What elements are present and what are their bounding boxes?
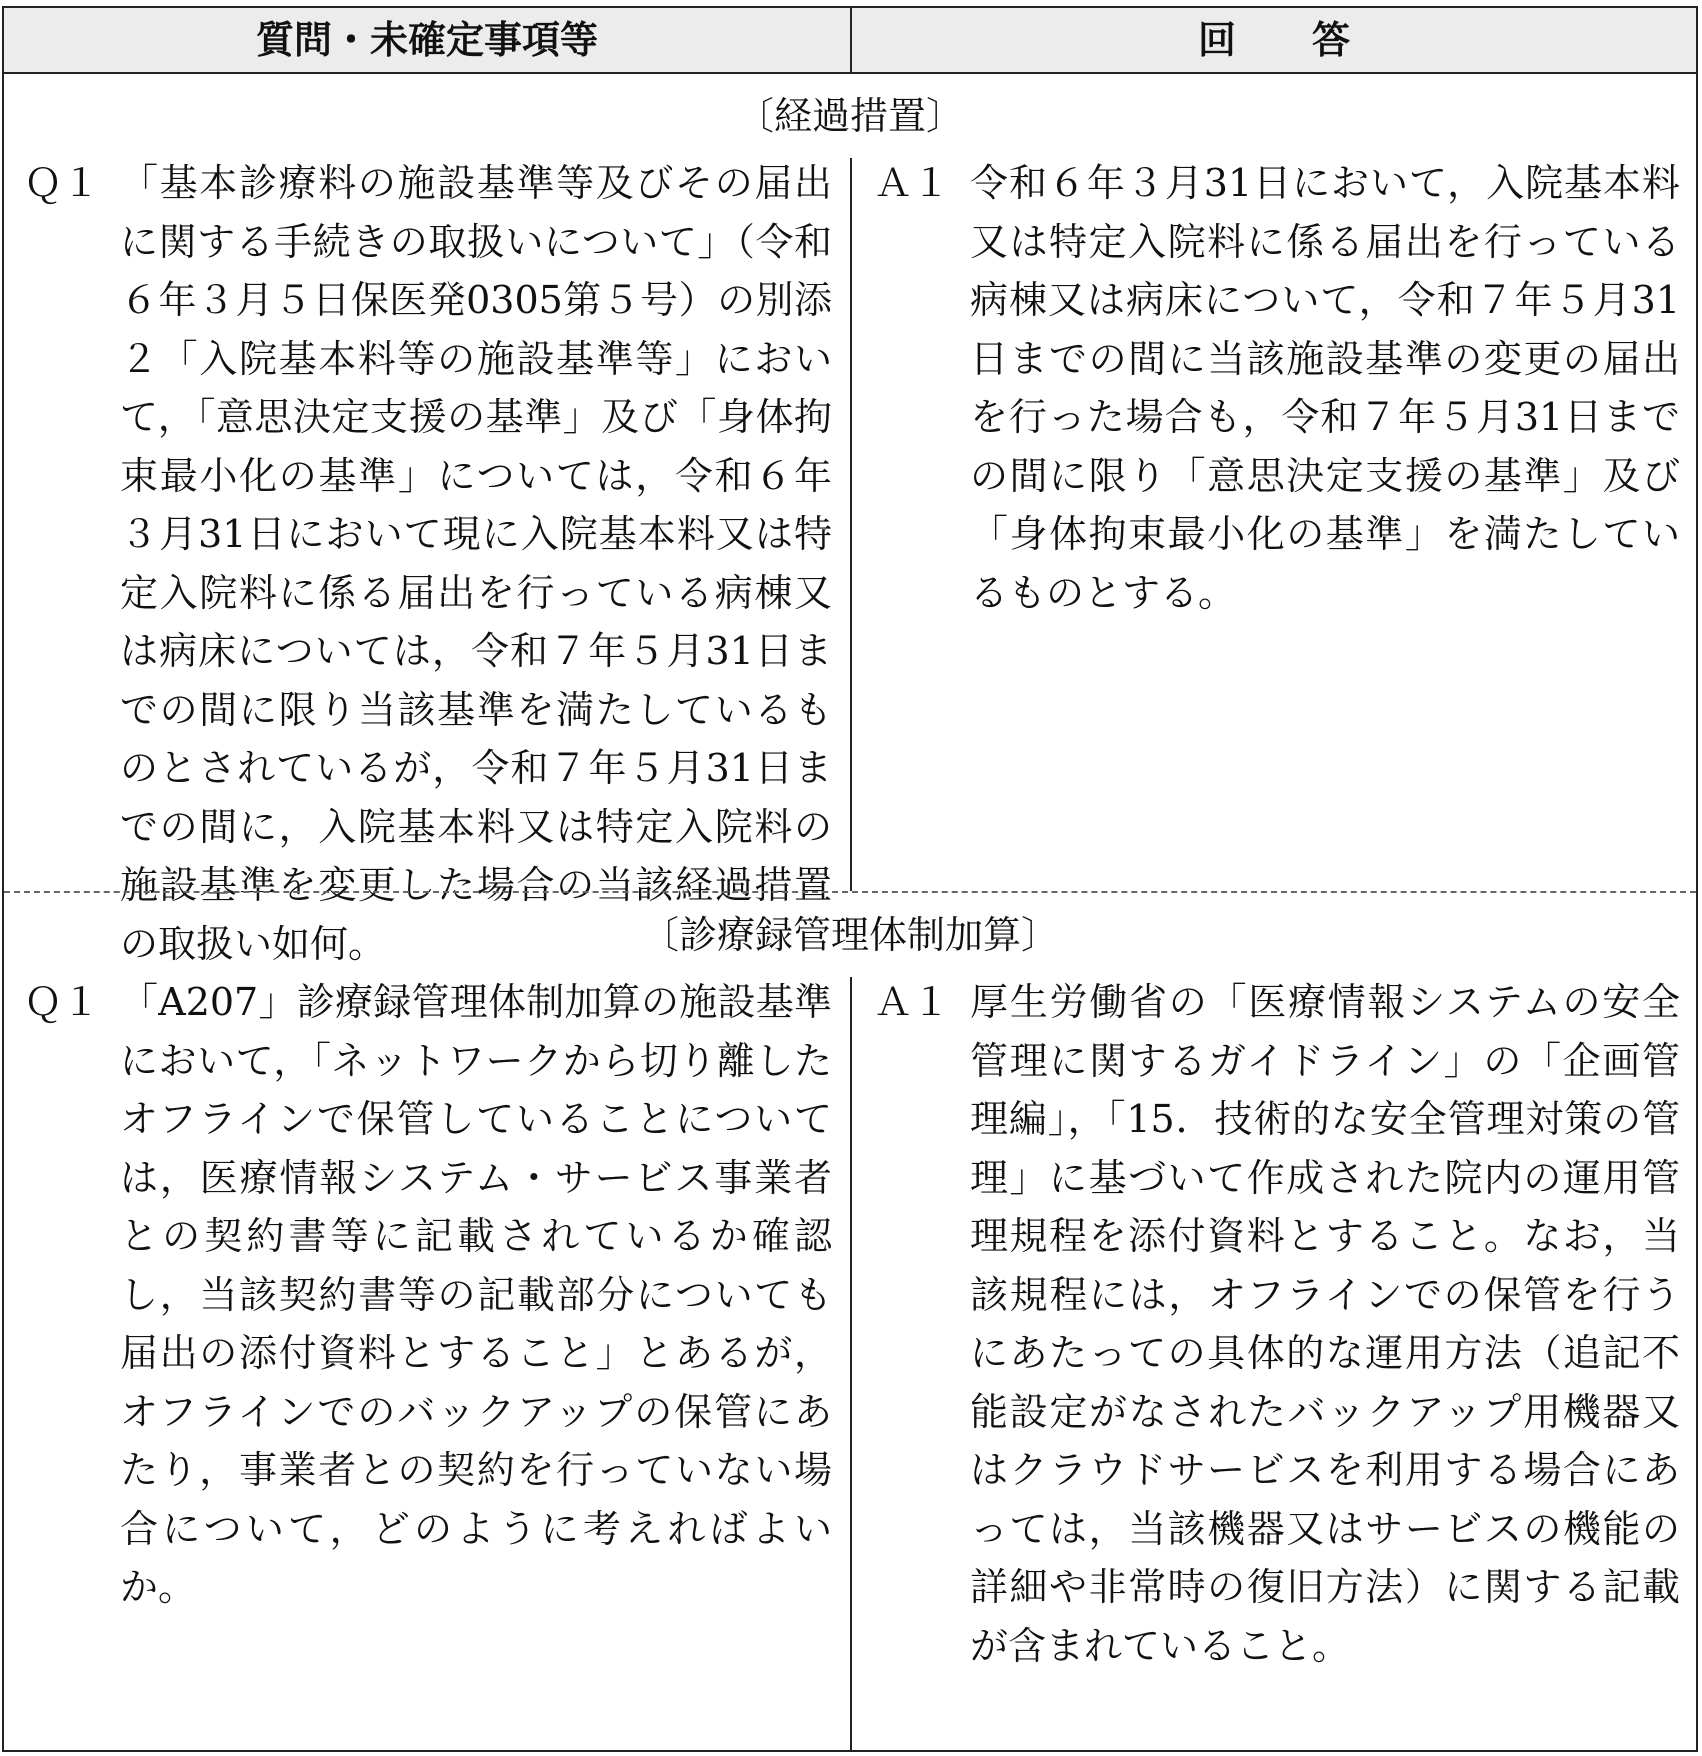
answer-label: Ａ１ xyxy=(874,161,951,205)
question-label: Ｑ１ xyxy=(24,161,101,205)
table-header xyxy=(4,8,1696,74)
column-divider xyxy=(850,158,852,891)
question-text: 「基本診療料の施設基準等及びその届出に関する手続きの取扱いについて」（令和６年３月５日保医発0305第５号）の別添２「入院基本料等の施設基準等」において，「意思決定支援の基準」及び「身体拘束最小化の基準」については，令和６年３月31日において現に入院基本料又は特定入院料に係る届出を行っている病棟又は病床については，令和７年５月31日までの間に限り当該基準を満たしているものとされているが，令和７年５月31日までの間に，入院基本料又は特定入院料の施設基準を変更した場合の当該経過措置の取扱い如何。 xyxy=(120,161,832,966)
qa-table xyxy=(2,6,1698,1752)
question-text: 「A207」診療録管理体制加算の施設基準において，「ネットワークから切り離したオフラインで保管していることについては，医療情報システム・サービス事業者との契約書等に記載されているか確認し，当該契約書等の記載部分についても届出の添付資料とすること」とあるが，オフラインでのバックアップの保管にあたり，事業者との契約を行っていない場合について，どのように考えればよいか。 xyxy=(120,980,832,1609)
answer-text: 厚生労働省の「医療情報システムの安全管理に関するガイドライン」の「企画管理編」，「15．技術的な安全管理対策の管理」に基づいて作成された院内の運用管理規程を添付資料とすること。なお，当該規程には，オフラインでの保管を行うにあたっての具体的な運用方法（追記不能設定がなされたバックアップ用機器又はクラウドサービスを利用する場合にあっては，当該機器又はサービスの機能の詳細や非常時の復旧方法）に関する記載が含まれていること。 xyxy=(970,980,1680,1668)
answer-cell xyxy=(874,973,1680,1675)
section-title-transitional-measures: 〔経過措置〕 xyxy=(735,94,964,138)
question-cell xyxy=(24,154,832,973)
answer-label: Ａ１ xyxy=(874,980,951,1024)
answer-column-header: 回 答 xyxy=(1197,18,1350,62)
answer-text: 令和６年３月31日において，入院基本料又は特定入院料に係る届出を行っている病棟又は病床について，令和７年５月31日までの間に当該施設基準の変更の届出を行った場合も，令和７年５月31日までの間に限り「意思決定支援の基準」及び「身体拘束最小化の基準」を満たしているものとする。 xyxy=(970,161,1680,615)
question-label: Ｑ１ xyxy=(24,980,101,1024)
answer-cell xyxy=(874,154,1680,622)
question-cell xyxy=(24,973,832,1617)
question-column-header: 質問・未確定事項等 xyxy=(255,18,598,62)
column-divider xyxy=(850,977,852,1750)
section-title-medical-records: 〔診療録管理体制加算〕 xyxy=(640,913,1059,957)
